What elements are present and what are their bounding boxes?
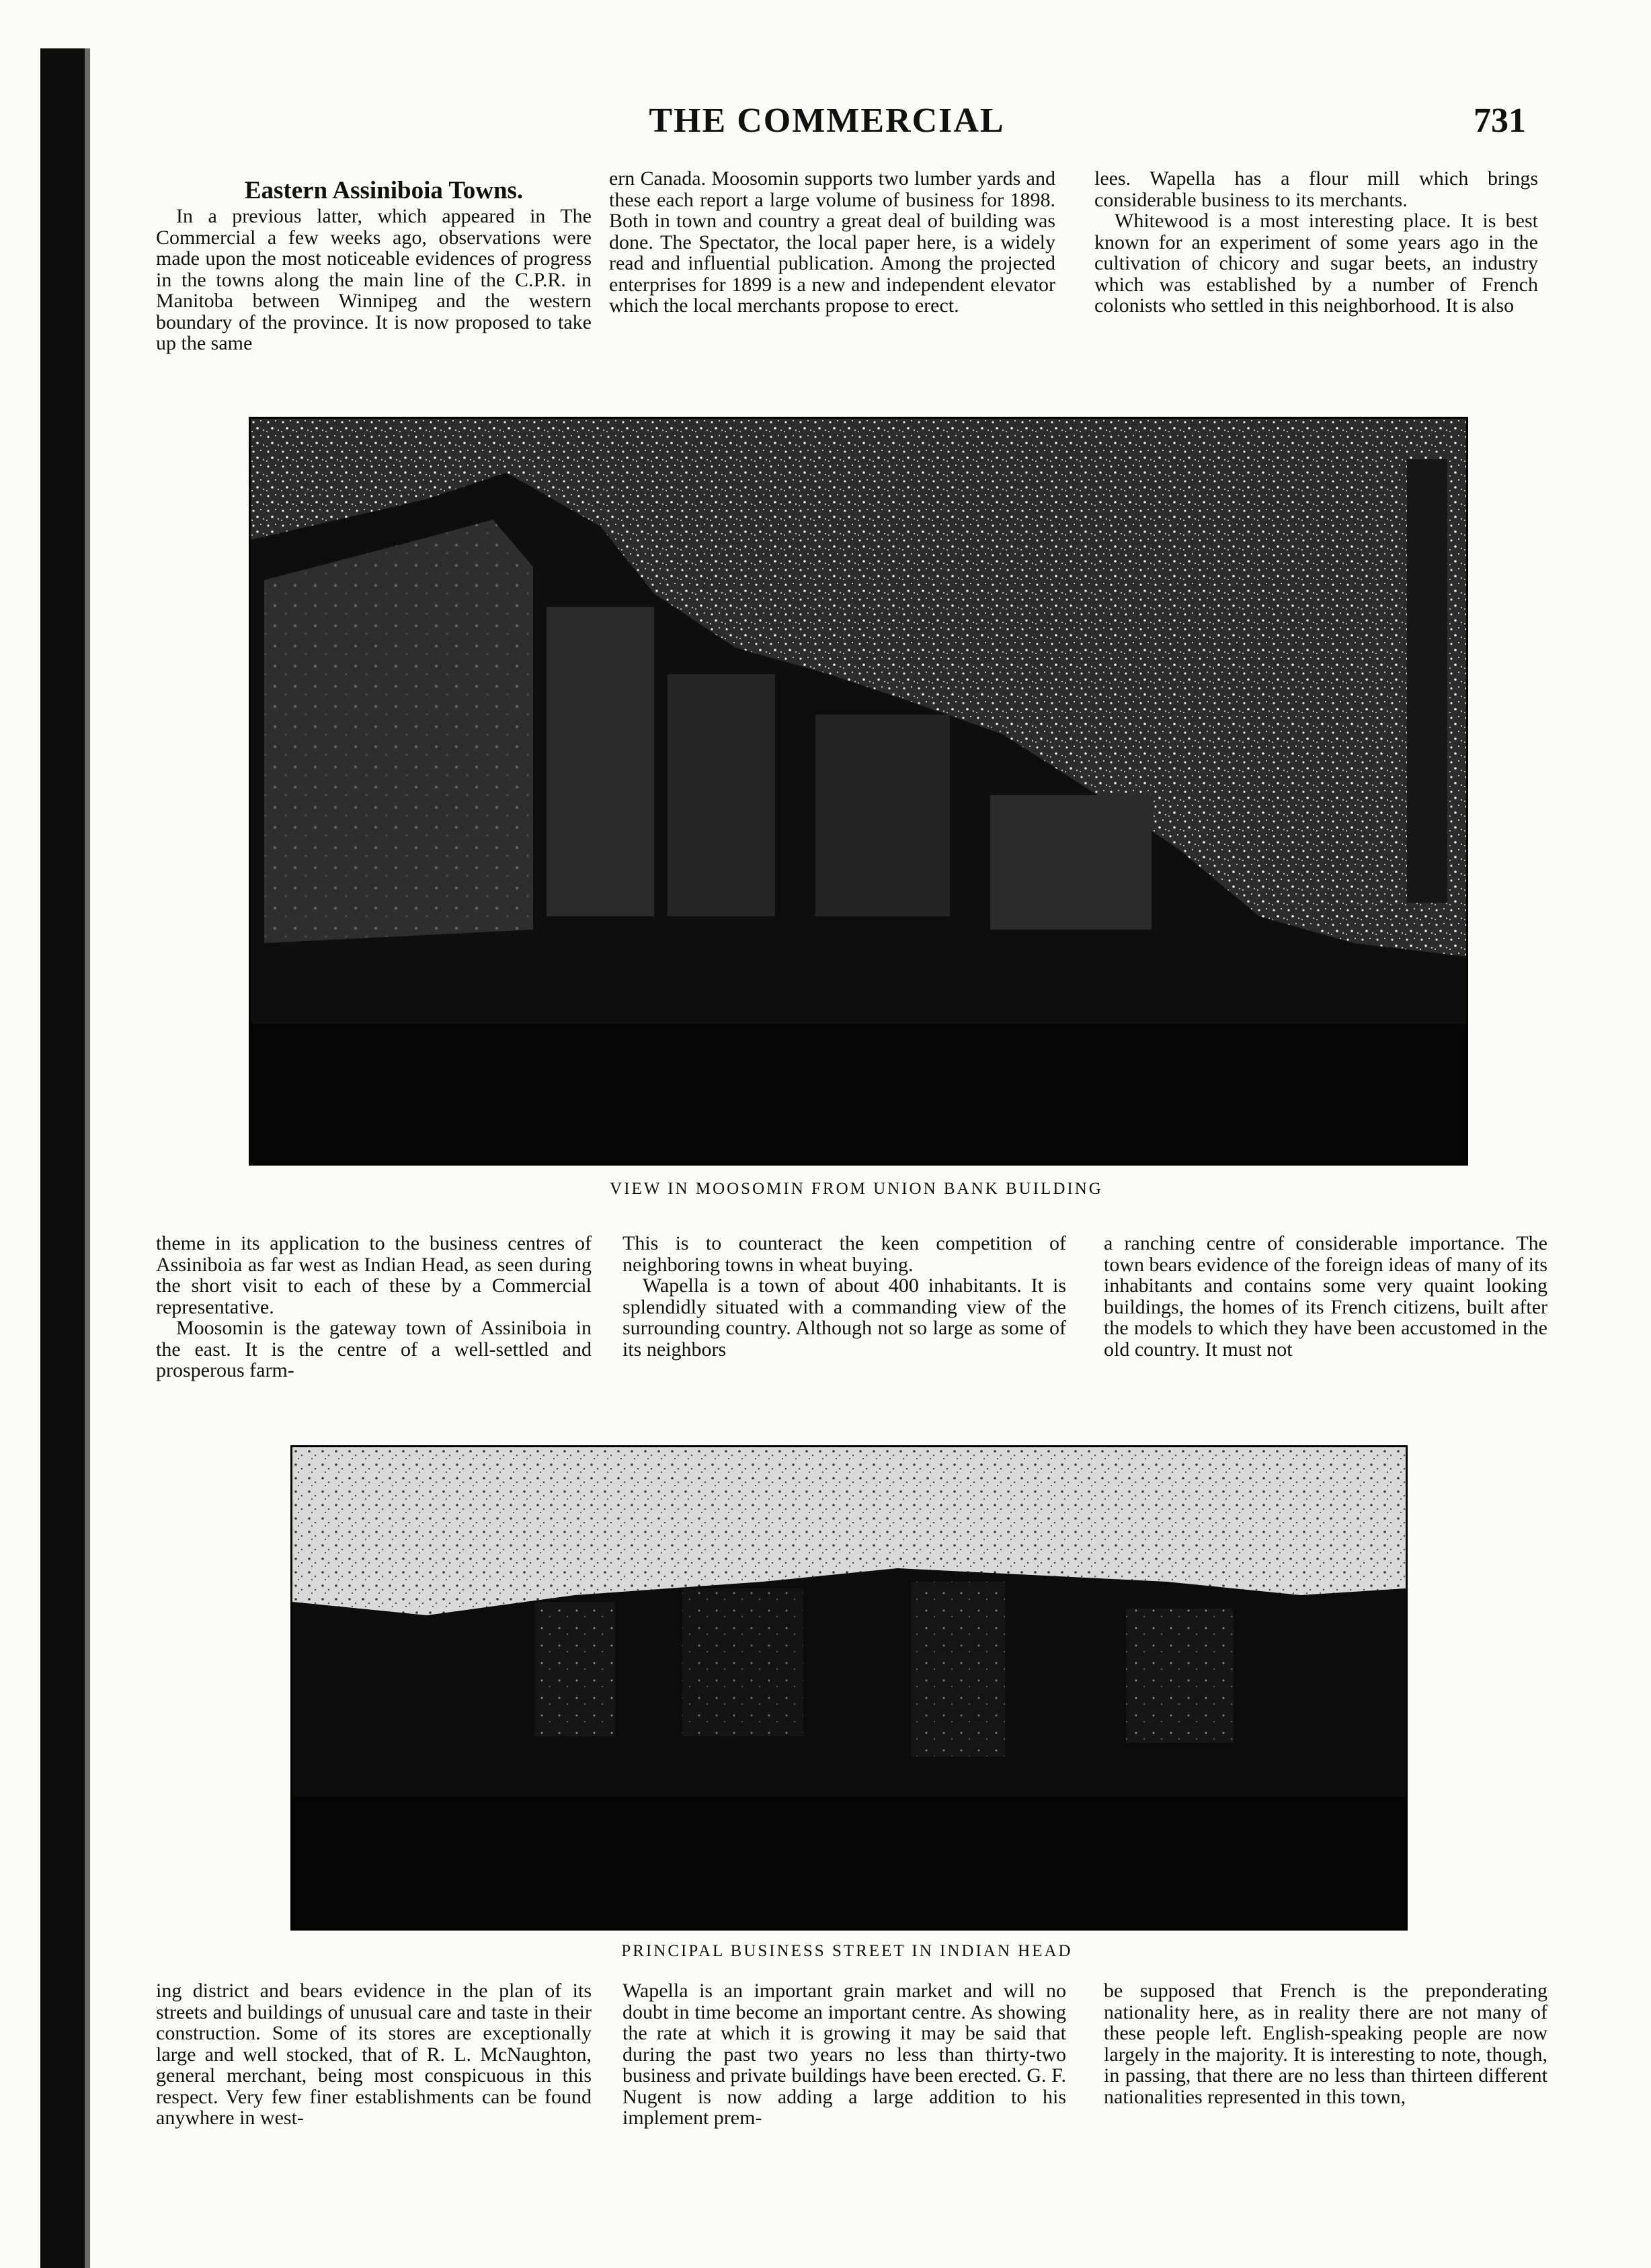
paragraph: be supposed that French is the preponderating nationality here, as in reality there are not many of these people left. English-speaking people are now largely in the majority. It is interesting to note, though, in passing, that there are no less than thirteen different nationalities represented in this town, bbox=[1104, 1980, 1547, 2108]
article-headline: Eastern Assiniboia Towns. bbox=[244, 177, 524, 204]
photo2-caption: PRINCIPAL BUSINESS STREET IN INDIAN HEAD bbox=[621, 1942, 1073, 1960]
photo-moosomin-street bbox=[249, 417, 1468, 1166]
paragraph: Wapella is a town of about 400 inhabitants. It is splendidly situated with a commanding view of the surrounding country. Although not so large as some of its neighbors bbox=[622, 1274, 1066, 1361]
paragraph: This is to counteract the keen competition of neighboring towns in wheat buying. bbox=[622, 1233, 1066, 1276]
article-col2-block1 bbox=[609, 168, 1055, 393]
paragraph: lees. Wapella has a flour mill which brings considerable business to its merchants. bbox=[1094, 168, 1538, 211]
article-col2-block3 bbox=[622, 1980, 1066, 2182]
binding-edge bbox=[40, 48, 85, 2268]
article-col3-block2 bbox=[1104, 1233, 1547, 1428]
paragraph: Whitewood is a most interesting place. It is best known for an experiment of some years ago in the cultivation of chicory and sugar beets, an industry which was established by a number of French colonists who settled in this neighborhood. It is also bbox=[1094, 210, 1538, 317]
photo-indian-head-image bbox=[292, 1447, 1406, 1929]
page-number: 731 bbox=[1474, 102, 1526, 140]
article-col1-block3 bbox=[156, 1980, 592, 2182]
paragraph: In a previous latter, which appeared in The Commercial a few weeks ago, observations were made upon the most noticeable evidences of progress in the towns along the main line of the C.P.R. in Manitoba between Winnipeg and the western boundary of the province. It is now proposed to take up the same bbox=[156, 205, 592, 354]
article-col1-block1 bbox=[156, 176, 592, 393]
article-col2-block2 bbox=[622, 1233, 1066, 1428]
running-title: THE COMMERCIAL bbox=[649, 102, 1005, 140]
photo-indian-head-street bbox=[290, 1445, 1408, 1931]
paragraph: ern Canada. Moosomin supports two lumber yards and these each report a large volume of business for 1898. Both in town and country a great deal of building was done. The Spectator, the local paper here, is a widely read and influential publication. Among the projected enterprises for 1899 is a new and independent elevator which the local merchants propose to erect. bbox=[609, 168, 1055, 317]
paragraph: ing district and bears evidence in the plan of its streets and buildings of unusual care and taste in their construction. Some of its stores are exceptionally large and well stocked, that of R. L. McNaughton, general merchant, being most conspicuous in this respect. Very few finer establishments can be found anywhere in west- bbox=[156, 1980, 592, 2129]
article-col3-block3 bbox=[1104, 1980, 1547, 2182]
paragraph: a ranching centre of considerable importance. The town bears evidence of the foreign ideas of many of its inhabitants and contains some very quaint looking buildings, the homes of its French citizens, built after the models to which they have been accustomed in the old country. It must not bbox=[1104, 1233, 1547, 1361]
paragraph: Moosomin is the gateway town of Assiniboia in the east. It is the centre of a well-settled and prosperous farm- bbox=[156, 1317, 592, 1381]
paragraph: theme in its application to the business centres of Assiniboia as far west as Indian Head, as seen during the short visit to each of these by a Commercial representative. bbox=[156, 1233, 592, 1318]
binding-shadow bbox=[85, 48, 90, 2268]
article-col1-block2 bbox=[156, 1233, 592, 1428]
article-col3-block1 bbox=[1094, 168, 1538, 393]
photo1-caption: VIEW IN MOOSOMIN FROM UNION BANK BUILDING bbox=[610, 1180, 1103, 1198]
paragraph: Wapella is an important grain market and will no doubt in time become an important centre. As showing the rate at which it is growing it may be said that during the past two years no less than thirty-two business and private buildings have been erected. G. F. Nugent is now adding a large addition to his implement prem- bbox=[622, 1980, 1066, 2129]
photo-moosomin-image bbox=[251, 419, 1466, 1164]
